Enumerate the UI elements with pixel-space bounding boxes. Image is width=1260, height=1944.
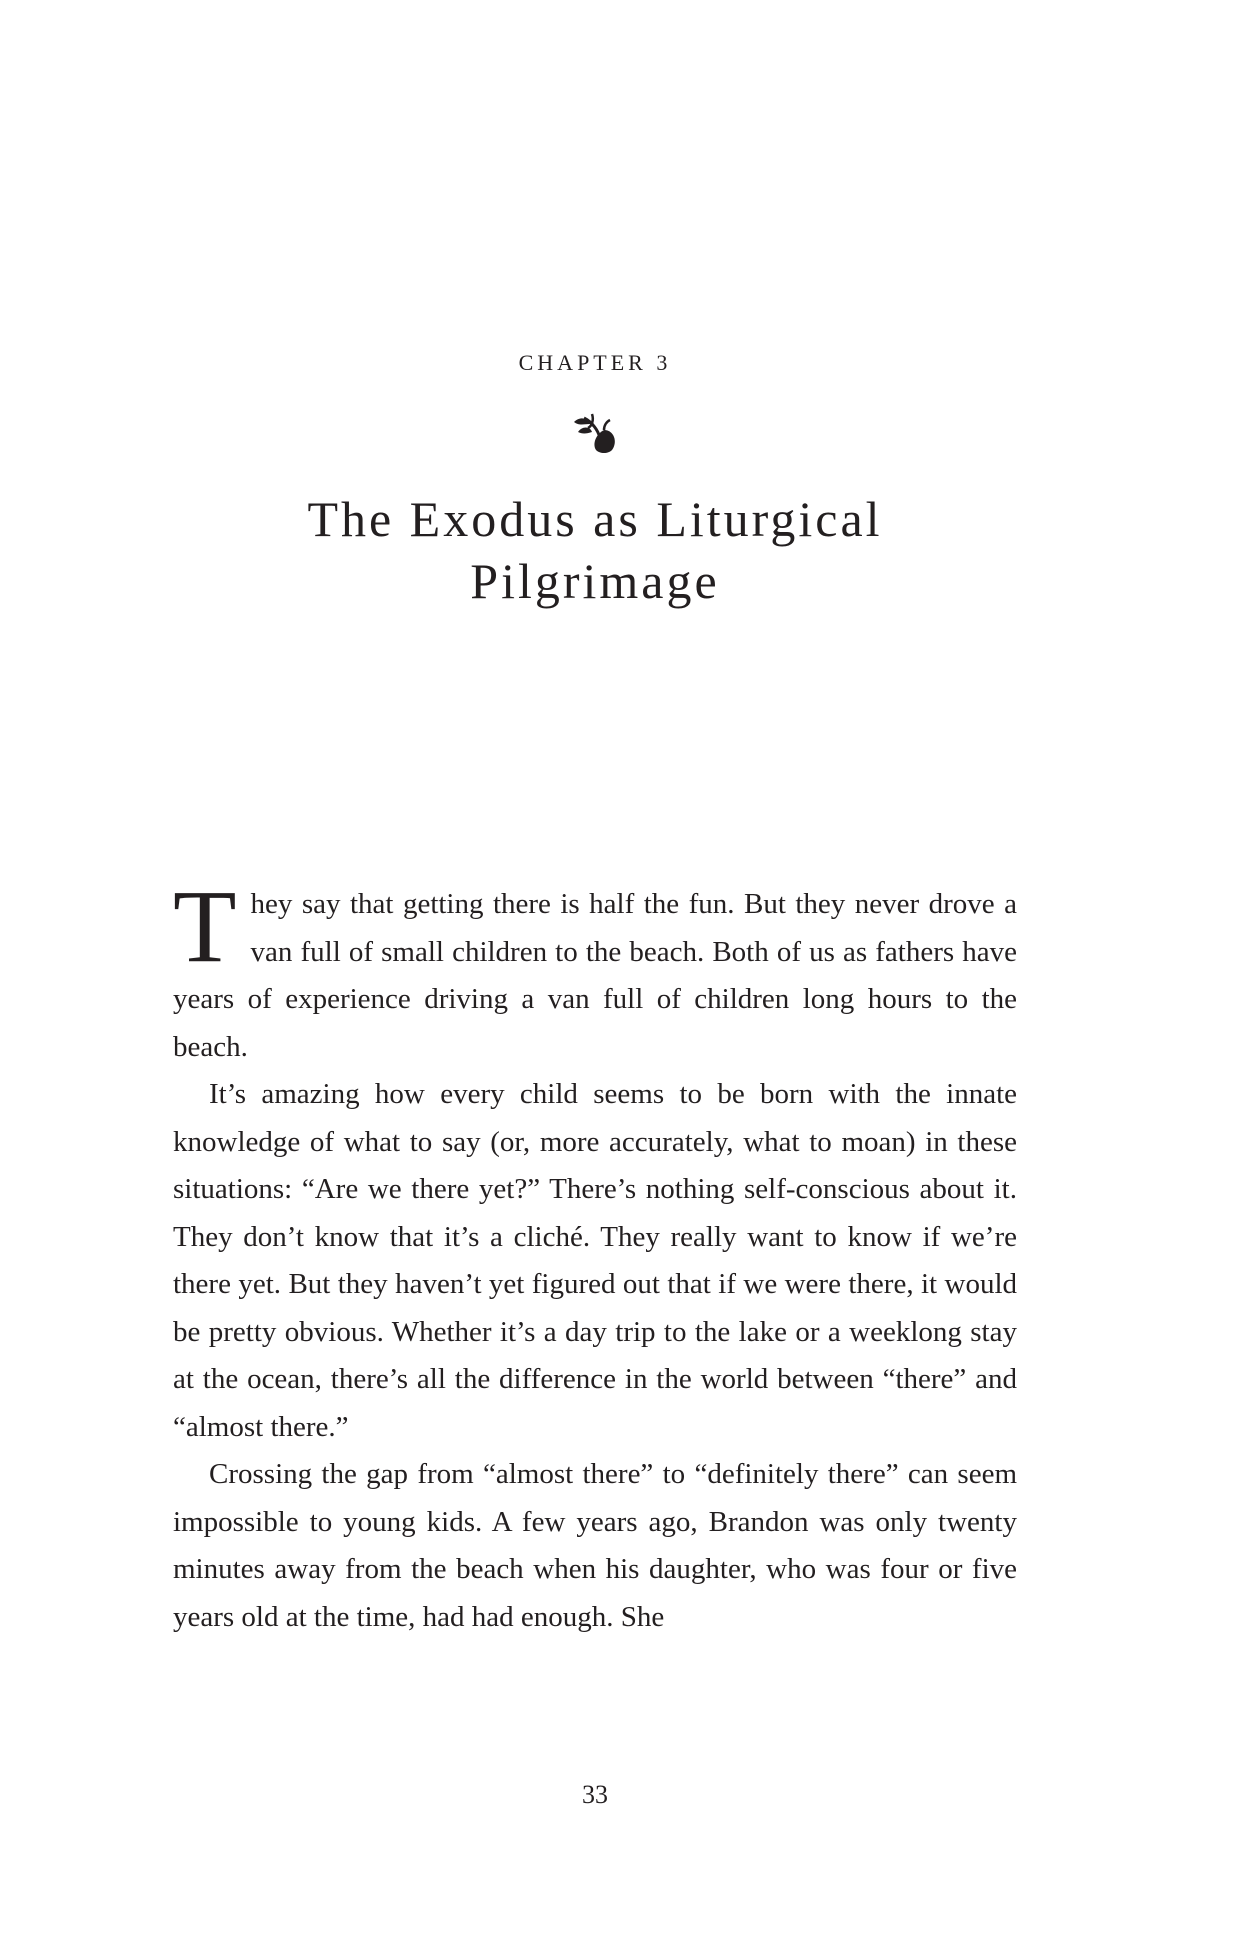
chapter-title-line: The Exodus as Liturgical [307, 491, 883, 547]
chapter-label: CHAPTER 3 [518, 350, 672, 375]
paragraph [173, 869, 1017, 1071]
paragraph: It’s amazing how every child seems to be born with the innate knowledge of what to say (or, more accurately, what to moan) in these situations: “Are we there yet?” There’s nothing self-conscious about it. They don’t know that it’s a cliché. They really want to know if we’re there yet. But they haven’t yet figured out that if we were there, it would be pretty obvious. Whether it’s a day trip to the lake or a weeklong stay at the ocean, there’s all the difference in the world between “there” and “almost there.” [173, 1078, 1017, 1443]
body-text [173, 869, 1017, 1641]
chapter-title-line: Pilgrimage [470, 553, 720, 609]
paragraph-text: hey say that getting there is half the fun. But they never drove a van full of small children to the beach. Both of us as fathers have years of experience driving a van full of children long hours to the beach. [173, 888, 1017, 1063]
drop-cap: T [173, 869, 237, 984]
paragraph: Crossing the gap from “almost there” to “definitely there” can seem impossible to young kids. A few years ago, Brandon was only twenty minutes away from the beach when his daughter, who was four or five years old at the time, had had enough. She [173, 1458, 1017, 1633]
page-number: 33 [582, 1780, 608, 1809]
fleuron-leaf-icon [0, 412, 1190, 461]
chapter-title [0, 488, 1190, 612]
